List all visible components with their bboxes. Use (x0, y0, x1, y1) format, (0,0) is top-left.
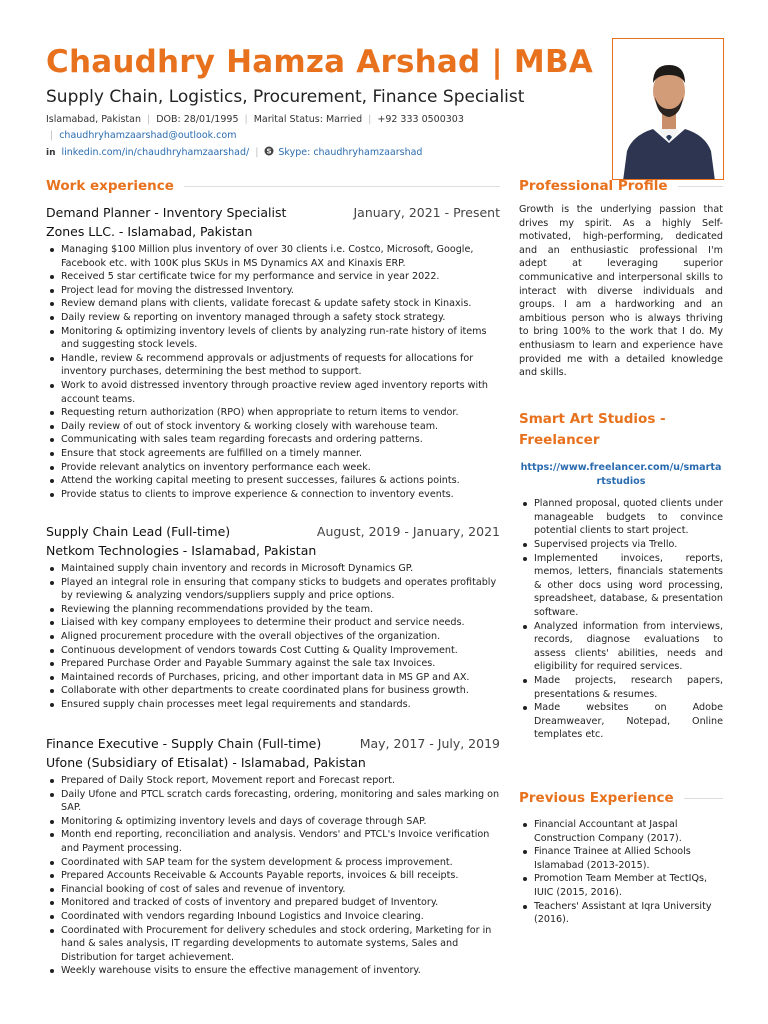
list-item: Provide relevant analytics on inventory performance each week. (46, 461, 500, 475)
list-item: Teachers' Assistant at Iqra University (2016). (519, 900, 723, 927)
list-item: Made projects, research papers, presentations & resumes. (519, 674, 723, 701)
previous-experience (519, 814, 723, 927)
linkedin-icon: in (46, 147, 56, 158)
list-item: Made websites on Adobe Dreamweaver, Notepad, Online templates etc. (519, 701, 723, 742)
list-item: Reviewing the planning recommendations provided by the team. (46, 603, 500, 617)
list-item: Played an integral role in ensuring that company sticks to budgets and operates profitably by reviewing & analyzing vendors/suppliers supply and price options. (46, 576, 500, 603)
list-item: Managing $100 Million plus inventory of over 30 clients i.e. Costco, Microsoft, Google, Facebook etc. with 100K plus SKUs in MS Dynamics AX and Kinaxis ERP. (46, 243, 500, 270)
professional-profile-heading: Professional Profile (519, 178, 723, 194)
list-item: Communicating with sales team regarding forecasts and ordering patterns. (46, 433, 500, 447)
list-item: Collaborate with other departments to create coordinated plans for business growth. (46, 684, 500, 698)
list-item: Financial Accountant at Jaspal Construction Company (2017). (519, 818, 723, 845)
list-item: Prepared of Daily Stock report, Movement report and Forecast report. (46, 774, 500, 788)
work-experience-heading: Work experience (46, 178, 500, 194)
job-bullets (46, 243, 500, 501)
job-bullets (46, 562, 500, 712)
email-link[interactable]: chaudhryhamzaarshad@outlook.com (59, 130, 237, 141)
list-item: Month end reporting, reconciliation and analysis. Vendors' and PTCL's Invoice verification and Payment processing. (46, 828, 500, 855)
candidate-name: Chaudhry Hamza Arshad | MBA (46, 44, 593, 80)
list-item: Project lead for moving the distressed Inventory. (46, 284, 500, 298)
list-item: Ensured supply chain processes meet legal requirements and standards. (46, 698, 500, 712)
profile-text: Growth is the underlying passion that drives my spirit. As a highly Self-motivated, high-performing, dedicated and an enthusiastic professional I'm adept at leveraging superior communicative and interpersonal skills to interact with diverse individuals and groups. I am a hardworking and an ambitious person who is always thriving to bring 100% to the work that I do. My enthusiasm to learn and experience have provided me with a detailed knowledge and skills. (519, 204, 723, 379)
list-item: Promotion Team Member at TectIQs, IUIC (2015, 2016). (519, 872, 723, 899)
dob: DOB: 28/01/1995 (156, 114, 239, 125)
list-item: Supervised projects via Trello. (519, 538, 723, 552)
list-item: Continuous development of vendors towards Cost Cutting & Quality Improvement. (46, 644, 500, 658)
job-title: Demand Planner - Inventory Specialist (46, 205, 287, 220)
location: Islamabad, Pakistan (46, 114, 141, 125)
list-item: Monitoring & optimizing inventory levels of clients by analyzing run-rate history of items and suggesting stock levels. (46, 325, 500, 352)
marital-status: Marital Status: Married (253, 114, 363, 125)
list-item: Maintained supply chain inventory and records in Microsoft Dynamics GP. (46, 562, 500, 576)
list-item: Aligned procurement procedure with the overall objectives of the organization. (46, 630, 500, 644)
list-item: Review demand plans with clients, validate forecast & update safety stock in Kinaxis. (46, 297, 500, 311)
job-entry (46, 205, 500, 501)
personal-info-row: Islamabad, Pakistan | DOB: 28/01/1995 | Marital Status: Married | +92 333 0500303 (46, 114, 464, 125)
candidate-subtitle: Supply Chain, Logistics, Procurement, Finance Specialist (46, 87, 525, 107)
list-item: Prepared Purchase Order and Payable Summary against the sale tax Invoices. (46, 657, 500, 671)
list-item: Coordinated with vendors regarding Inbound Logistics and Invoice clearing. (46, 910, 500, 924)
social-row: in linkedin.com/in/chaudhryhamzaarshad/ | S Skype: chaudhryhamzaarshad (46, 147, 423, 158)
job-entry (46, 736, 500, 978)
list-item: Requesting return authorization (RPO) when appropriate to return items to vendor. (46, 406, 500, 420)
job-organization: Ufone (Subsidiary of Etisalat) - Islamabad, Pakistan (46, 755, 366, 770)
previous-experience-heading: Previous Experience (519, 790, 723, 806)
list-item: Weekly warehouse visits to ensure the effective management of inventory. (46, 964, 500, 978)
email-row: | chaudhryhamzaarshad@outlook.com (50, 130, 237, 141)
list-item: Monitoring & optimizing inventory levels and days of coverage through SAP. (46, 815, 500, 829)
list-item: Daily review of out of stock inventory & working closely with warehouse team. (46, 420, 500, 434)
list-item: Analyzed information from interviews, records, diagnose evaluations to assess clients' abilities, needs and eligibility for required services. (519, 620, 723, 674)
svg-text:S: S (266, 147, 272, 156)
job-organization: Netkom Technologies - Islamabad, Pakistan (46, 543, 317, 558)
list-item: Attend the working capital meeting to present successes, failures & actions points. (46, 474, 500, 488)
job-dates: May, 2017 - July, 2019 (359, 736, 500, 751)
list-item: Coordinated with SAP team for the system development & process improvement. (46, 856, 500, 870)
job-title: Finance Executive - Supply Chain (Full-time) (46, 736, 322, 751)
freelance-link[interactable]: https://www.freelancer.com/u/smartartstudios (520, 462, 722, 487)
skype-icon (264, 146, 274, 159)
job-bullets (46, 774, 500, 978)
freelance-bullets (519, 497, 723, 742)
skype-link[interactable]: Skype: chaudhryhamzaarshad (278, 147, 423, 158)
list-item: Planned proposal, quoted clients under manageable budgets to convince potential clients to start project. (519, 497, 723, 538)
list-item: Daily review & reporting on inventory managed through a safety stock strategy. (46, 311, 500, 325)
list-item: Handle, review & recommend approvals or adjustments of requests for allocations for inventory purchases, determining the best method to support. (46, 352, 500, 379)
list-item: Financial booking of cost of sales and revenue of inventory. (46, 883, 500, 897)
phone-number: +92 333 0500303 (377, 114, 464, 125)
profile-photo (612, 38, 724, 180)
list-item: Maintained records of Purchases, pricing, and other important data in MS GP and AX. (46, 671, 500, 685)
freelance-title: Smart Art Studios - Freelancer (519, 411, 666, 448)
list-item: Coordinated with Procurement for delivery schedules and stock ordering, Marketing for in hand & sales analysis, IT regarding developments to automate systems, Sales and Distribution for target achievement. (46, 924, 500, 965)
list-item: Finance Trainee at Allied Schools Islamabad (2013-2015). (519, 845, 723, 872)
list-item: Daily Ufone and PTCL scratch cards forecasting, ordering, monitoring and sales marking on SAP. (46, 788, 500, 815)
profile-summary (519, 203, 723, 380)
list-item: Ensure that stock agreements are fulfilled on a timely manner. (46, 447, 500, 461)
list-item: Monitored and tracked of costs of inventory and prepared budget of Inventory. (46, 896, 500, 910)
previous-bullets (519, 818, 723, 927)
list-item: Provide status to clients to improve experience & connection to inventory events. (46, 488, 500, 502)
linkedin-link[interactable]: linkedin.com/in/chaudhryhamzaarshad/ (61, 147, 250, 158)
job-dates: August, 2019 - January, 2021 (316, 524, 500, 539)
list-item: Implemented invoices, reports, memos, letters, financials statements & other docs using word processing, spreadsheet, database, & presentation software. (519, 552, 723, 620)
freelance-block (519, 409, 723, 742)
job-dates: January, 2021 - Present (353, 205, 500, 220)
job-title: Supply Chain Lead (Full-time) (46, 524, 231, 539)
job-entry (46, 524, 500, 712)
list-item: Received 5 star certificate twice for my performance and service in year 2022. (46, 270, 500, 284)
list-item: Work to avoid distressed inventory through proactive review aged inventory reports with account teams. (46, 379, 500, 406)
job-organization: Zones LLC. - Islamabad, Pakistan (46, 224, 253, 239)
list-item: Prepared Accounts Receivable & Accounts Payable reports, invoices & bill receipts. (46, 869, 500, 883)
list-item: Liaised with key company employees to determine their product and service needs. (46, 616, 500, 630)
